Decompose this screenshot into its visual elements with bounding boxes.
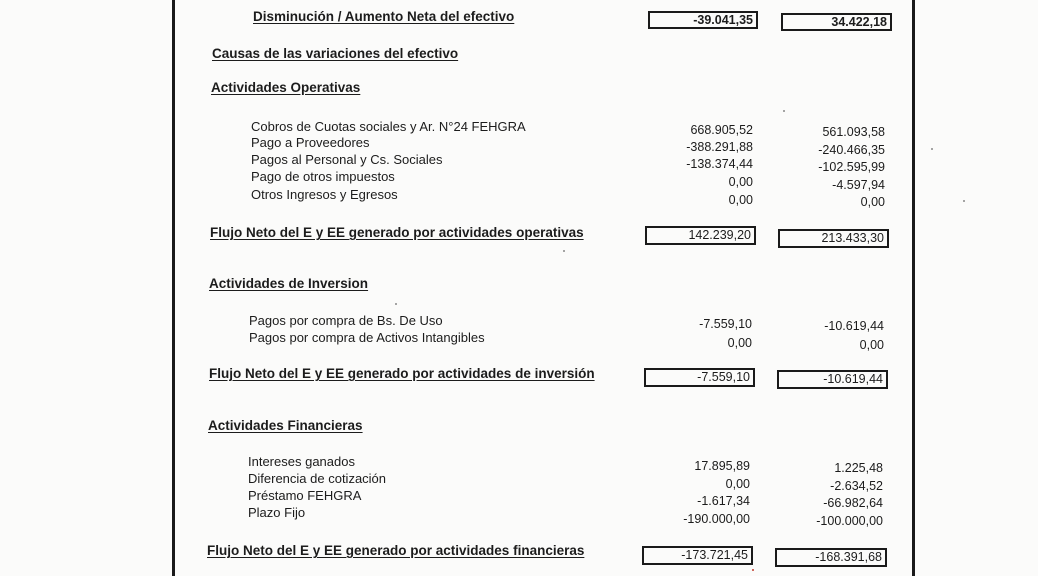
operating-item-value-1: -388.291,88	[686, 140, 753, 154]
financing-item-value-2: -2.634,52	[830, 479, 883, 493]
page-border-left	[172, 0, 175, 576]
financing-total-label: Flujo Neto del E y EE generado por actividades financieras	[207, 543, 585, 558]
scan-speck	[931, 148, 933, 150]
financing-item-value-2: -66.982,64	[823, 496, 883, 510]
net-change-label: Disminución / Aumento Neta del efectivo	[253, 9, 515, 24]
scan-speck	[752, 569, 754, 571]
operating-item-value-2: 0,00	[860, 195, 885, 209]
operating-item-label: Pago de otros impuestos	[251, 169, 395, 184]
financing-item-label: Intereses ganados	[248, 454, 355, 469]
financing-item-value-2: 1.225,48	[834, 461, 883, 475]
operating-item-label: Pago a Proveedores	[251, 135, 370, 150]
investing-item-label: Pagos por compra de Activos Intangibles	[249, 330, 485, 345]
financing-total-value-2: -168.391,68	[775, 548, 887, 567]
operating-item-value-2: -102.595,99	[818, 160, 885, 174]
investing-item-value-2: 0,00	[859, 338, 884, 352]
operating-item-value-2: -240.466,35	[818, 143, 885, 157]
operating-total-value-1: 142.239,20	[645, 226, 756, 245]
financing-item-label: Plazo Fijo	[248, 505, 306, 520]
investing-item-label: Pagos por compra de Bs. De Uso	[249, 313, 443, 328]
operating-item-value-1: 668.905,52	[690, 123, 753, 137]
investing-item-value-1: -7.559,10	[699, 317, 752, 331]
operating-total-value-2: 213.433,30	[778, 229, 889, 248]
financing-item-label: Diferencia de cotización	[248, 471, 387, 486]
operating-section-title: Actividades Operativas	[211, 80, 361, 95]
operating-item-value-2: -4.597,94	[832, 178, 885, 192]
investing-total-label: Flujo Neto del E y EE generado por actividades de inversión	[209, 366, 595, 381]
operating-item-label: Pagos al Personal y Cs. Sociales	[251, 152, 443, 167]
financing-item-label: Préstamo FEHGRA	[248, 488, 362, 503]
scan-speck	[563, 250, 565, 252]
financing-item-value-1: 0,00	[725, 477, 750, 491]
financing-item-value-1: -1.617,34	[697, 494, 750, 508]
operating-item-value-2: 561.093,58	[822, 125, 885, 139]
financing-item-value-1: -190.000,00	[683, 512, 750, 526]
investing-section-title: Actividades de Inversion	[209, 276, 369, 291]
scan-speck	[395, 303, 397, 305]
operating-item-value-1: 0,00	[728, 193, 753, 207]
page-border-right	[912, 0, 915, 576]
financing-item-value-1: 17.895,89	[694, 459, 750, 473]
operating-item-label: Otros Ingresos y Egresos	[251, 187, 398, 202]
scan-speck	[963, 200, 965, 202]
operating-total-label: Flujo Neto del E y EE generado por actividades operativas	[210, 225, 584, 240]
net-change-value-2: 34.422,18	[781, 13, 892, 31]
investing-total-value-1: -7.559,10	[644, 368, 755, 387]
operating-item-value-1: -138.374,44	[686, 157, 753, 171]
net-change-value-1: -39.041,35	[648, 11, 758, 29]
scan-speck	[783, 110, 785, 112]
causes-title: Causas de las variaciones del efectivo	[212, 46, 459, 61]
financing-total-value-1: -173.721,45	[642, 546, 753, 565]
investing-total-value-2: -10.619,44	[777, 370, 888, 389]
financing-section-title: Actividades Financieras	[208, 418, 363, 433]
operating-item-value-1: 0,00	[728, 175, 753, 189]
financing-item-value-2: -100.000,00	[816, 514, 883, 528]
operating-item-label: Cobros de Cuotas sociales y Ar. N°24 FEHGRA	[251, 119, 526, 134]
investing-item-value-2: -10.619,44	[824, 319, 884, 333]
investing-item-value-1: 0,00	[727, 336, 752, 350]
